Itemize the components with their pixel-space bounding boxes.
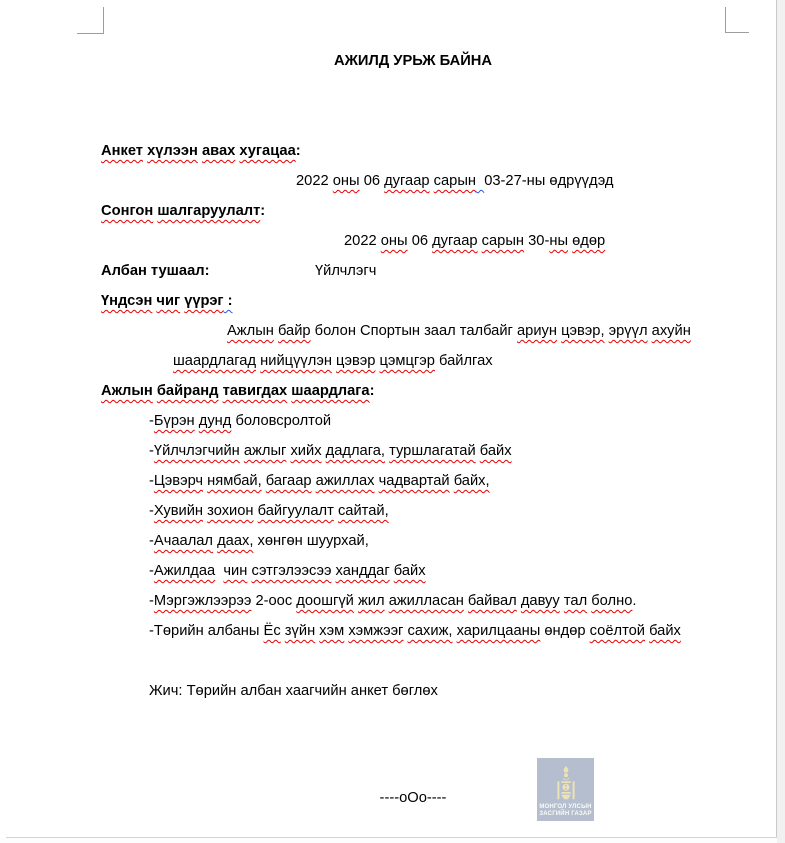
text-segment: байгуулалт [257,503,334,519]
text-segment: байх [393,563,426,579]
text-segment: ажиллах [315,473,375,489]
text-segment [476,173,484,189]
page-edge-right-line [776,0,777,838]
text-segment: 30- [524,233,550,249]
text-segment: дугаар [384,173,430,189]
blank-line [101,106,725,136]
text-segment: байх [649,623,681,639]
label-job-requirements [101,376,725,406]
requirement-item [149,586,725,616]
text-segment: - [149,503,154,519]
text-segment: Хувийн [153,503,204,519]
text-segment: 06 [359,173,385,189]
text-segment: : [369,383,375,399]
text-segment: болон Спортын заал талбайг [310,323,517,339]
text-segment: чиг [156,293,181,309]
label-main-duty [101,286,725,316]
text-segment: сайтай, [337,503,389,519]
requirement-item [149,556,725,586]
separator-line [101,783,725,813]
text-segment: давуу [520,593,560,609]
text-segment: шаардлагад [173,353,257,369]
duty-description-line [173,346,725,376]
text-segment: дугаар [432,233,478,249]
text-segment: Бүрэн [153,413,195,429]
text-segment: байр [277,323,311,339]
text-segment: доошгүй [296,593,354,609]
note-line [149,676,725,706]
text-segment: 2022 [296,173,333,189]
text-segment: чин [223,563,248,579]
requirement-item [149,496,725,526]
text-segment: багаар [265,473,312,489]
text-segment: хөнгөн шуурхай, [253,533,369,549]
text-segment: - [149,443,154,459]
soyombo-icon [554,766,578,802]
blank-line [101,76,725,106]
text-segment: ханддаг [335,563,390,579]
text-segment: эрүүл [608,323,648,339]
text-segment: оны [332,173,360,189]
text-segment: чадвартай [378,473,450,489]
text-segment: -Төрийн албаны [149,623,264,639]
text-segment: хэмжээг [348,623,404,639]
text-segment: туршлагатай [389,443,476,459]
text-segment: : [295,143,301,159]
text-segment: сэтгэлээсээ [251,563,332,579]
text-segment: харилцааны [456,623,541,639]
text-segment: Ёс [263,623,281,639]
text-segment: хийх [290,443,322,459]
text-segment: жил [357,593,385,609]
text-segment: ариун [517,323,557,339]
text-segment: хүлээн [147,143,198,159]
crop-mark-top-right [725,7,749,33]
text-segment: сарын [433,173,477,189]
logo-text-line2: ЗАСГИЙН ГАЗАР [539,811,592,817]
text-segment: : [223,293,233,309]
text-segment: Цэвэрч [153,473,204,489]
blank-line [101,646,725,676]
text-segment: Ажлын [227,323,274,339]
text-segment: Үйлчлэгч [315,263,377,279]
text-segment: оны [380,233,408,249]
text-segment: ны [549,233,569,249]
logo-text-line1: МОНГОЛ УЛСЫН [539,804,592,810]
text-segment: АЖИЛД УРЬЖ БАЙНА [334,53,492,69]
text-segment: Ачаалал [153,533,214,549]
text-segment: 2-оос [251,593,297,609]
text-segment: тал [563,593,588,609]
text-segment: сахиж, [407,623,453,639]
text-segment: нийцүүлэн [260,353,332,369]
text-segment: . [632,593,637,609]
text-segment: байранд [156,383,219,399]
government-logo [537,758,594,821]
text-segment: - [149,563,154,579]
text-segment: - [149,533,154,549]
document-content [101,46,725,813]
text-segment: байх, [453,473,490,489]
text-segment: нямбай, [207,473,262,489]
page-edge-bottom-line [6,837,777,838]
text-segment: зохион [207,503,254,519]
label-application-deadline [101,136,725,166]
text-segment: зүйн [284,623,316,639]
logo-text [539,804,591,818]
text-segment: цэвэр, [561,323,605,339]
text-segment: - [149,413,154,429]
row-position [101,256,725,286]
text-segment: - [149,593,154,609]
text-segment: Ажилдаа [153,563,216,579]
text-segment: авах [201,143,236,159]
requirement-item [149,526,725,556]
requirement-item [149,406,725,436]
text-segment: - [149,473,154,489]
text-segment: Албан тушаал: [101,263,210,279]
text-segment: болно [591,593,633,609]
document-title [101,46,725,76]
text-segment: байх [479,443,512,459]
text-segment: 03-27-ны өдрүүдэд [484,173,614,189]
text-segment: Сонгон [101,203,154,219]
text-segment: Мэргэжлээрээ [153,593,252,609]
text-segment: Жич: Төрийн албан хаагчийн анкет бөглөх [149,683,438,699]
text-segment: сарын [481,233,525,249]
text-segment: Ажлын [101,383,153,399]
text-segment: ----oOo---- [379,790,447,806]
text-segment: 06 [407,233,433,249]
text-segment: ажлыг [243,443,287,459]
value-selection-date [344,226,725,256]
text-segment: дунд [198,413,232,429]
text-segment: шаардлага [291,383,370,399]
text-segment: өдөр [572,233,606,249]
text-segment: үүрэг [184,293,224,309]
text-segment: Анкет [101,143,143,159]
requirement-item [149,466,725,496]
page-edge-right [777,0,785,843]
label-selection [101,196,725,226]
text-segment: соёлтой [589,623,646,639]
requirement-item [149,436,725,466]
text-segment: боловсролтой [231,413,332,429]
text-segment: ахуйн [651,323,691,339]
crop-mark-top-left [77,7,104,34]
requirement-item [149,616,725,646]
text-segment: Үндсэн [101,293,153,309]
text-segment: байлгах [434,353,493,369]
text-segment: шалгаруулалт [157,203,261,219]
value-application-deadline [296,166,725,196]
text-segment: дадлага, [325,443,385,459]
text-segment: : [260,203,266,219]
text-segment: цэмцгэр [379,353,435,369]
text-segment: тавигдах [222,383,288,399]
text-segment: цэвэр [336,353,376,369]
text-segment: хугацаа [239,143,296,159]
text-segment: даах, [217,533,254,549]
text-segment: ажилласан [388,593,464,609]
text-segment: өндөр [540,623,590,639]
text-segment: 2022 [344,233,381,249]
text-segment: байвал [467,593,517,609]
page-edge-bottom [0,838,777,843]
duty-description-line [227,316,725,346]
text-segment: Үйлчлэгчийн [153,443,240,459]
text-segment: хэм [319,623,345,639]
